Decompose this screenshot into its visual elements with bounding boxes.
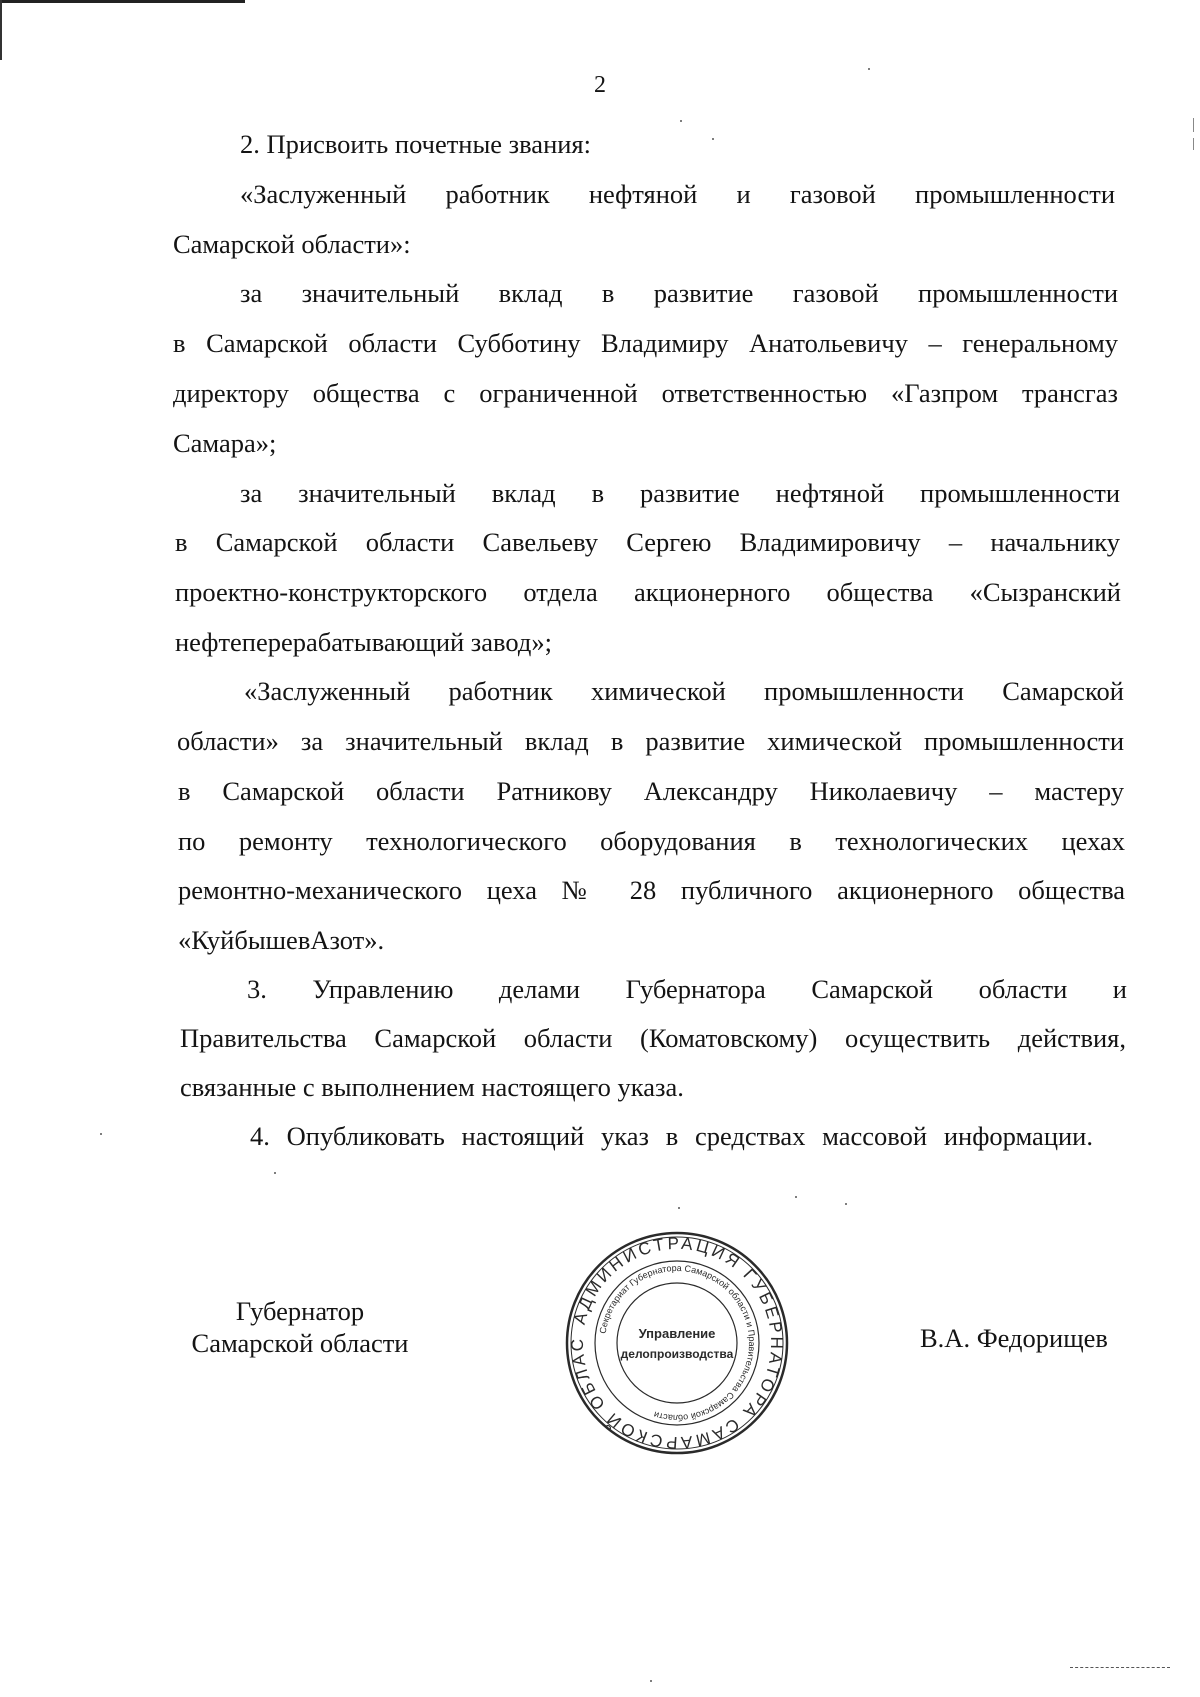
text-line-21: 4. Опубликовать настоящий указ в средствах массовой информации. [250,1121,1093,1151]
text-line-16: ремонтно-механического цеха № 28 публичного акционерного общества [178,875,1125,905]
text-line-11: нефтеперерабатывающий завод»; [175,627,552,657]
seal-center-line2: делопроизводства [620,1347,734,1361]
text-line-2: «Заслуженный работник нефтяной и газовой промышленности [240,179,1115,209]
scan-mark [1193,138,1194,150]
signatory-name: В.А. Федорищев [920,1323,1108,1353]
seal-center-line1: Управление [638,1326,716,1341]
scan-speck [274,1172,276,1174]
scan-mark [1193,118,1194,132]
text-line-8: за значительный вклад в развитие нефтяной промышленности [240,478,1120,508]
text-line-19: Правительства Самарской области (Коматовскому) осуществить действия, [180,1023,1126,1053]
signatory-title [180,1295,420,1359]
signatory-title-line2: Самарской области [191,1328,409,1358]
scan-speck [712,138,714,140]
text-line-15: по ремонту технологического оборудования в технологических цехах [178,826,1125,856]
seal-outer-text: АДМИНИСТРАЦИЯ ГУБЕРНАТОРА САМАРСКОЙ ОБЛАС [567,1233,787,1453]
seal-inner-text: Секретариат Губернатора Самарской области и Правительства Самарской области [597,1262,758,1424]
scan-speck [868,68,870,70]
scan-speck [650,1680,652,1682]
signatory-title-line1: Губернатор [235,1296,365,1326]
text-line-7: Самара»; [173,428,277,458]
scan-speck [100,1133,102,1135]
page-number: 2 [594,72,606,98]
text-line-1: 2. Присвоить почетные звания: [240,129,591,159]
scan-edge-top [0,0,245,3]
text-line-18: 3. Управлению делами Губернатора Самарской области и [247,974,1127,1004]
text-line-17: «КуйбышевАзот». [178,925,385,955]
text-line-6: директору общества с ограниченной ответственностью «Газпром трансгаз [173,378,1118,408]
scan-speck [795,1196,797,1198]
text-line-14: в Самарской области Ратникову Александру Николаевичу – мастеру [178,776,1124,806]
svg-text:Секретариат Губернатора Самарс [598,1263,757,1423]
scan-edge-bottom [1070,1667,1170,1669]
scan-speck [845,1203,847,1205]
text-line-10: проектно-конструкторского отдела акционерного общества «Сызранский [175,577,1121,607]
text-line-3: Самарской области»: [173,229,411,259]
text-line-20: связанные с выполнением настоящего указа. [180,1072,684,1102]
official-seal [564,1230,790,1456]
text-line-12: «Заслуженный работник химической промышленности Самарской [244,676,1124,706]
scan-speck [680,120,682,122]
text-line-5: в Самарской области Субботину Владимиру Анатольевичу – генеральному [173,328,1118,358]
scan-speck [678,1207,680,1209]
text-line-9: в Самарской области Савельеву Сергею Владимировичу – начальнику [175,527,1120,557]
text-line-13: области» за значительный вклад в развитие химической промышленности [177,726,1124,756]
text-line-4: за значительный вклад в развитие газовой промышленности [240,278,1118,308]
scan-edge-left [0,0,2,60]
